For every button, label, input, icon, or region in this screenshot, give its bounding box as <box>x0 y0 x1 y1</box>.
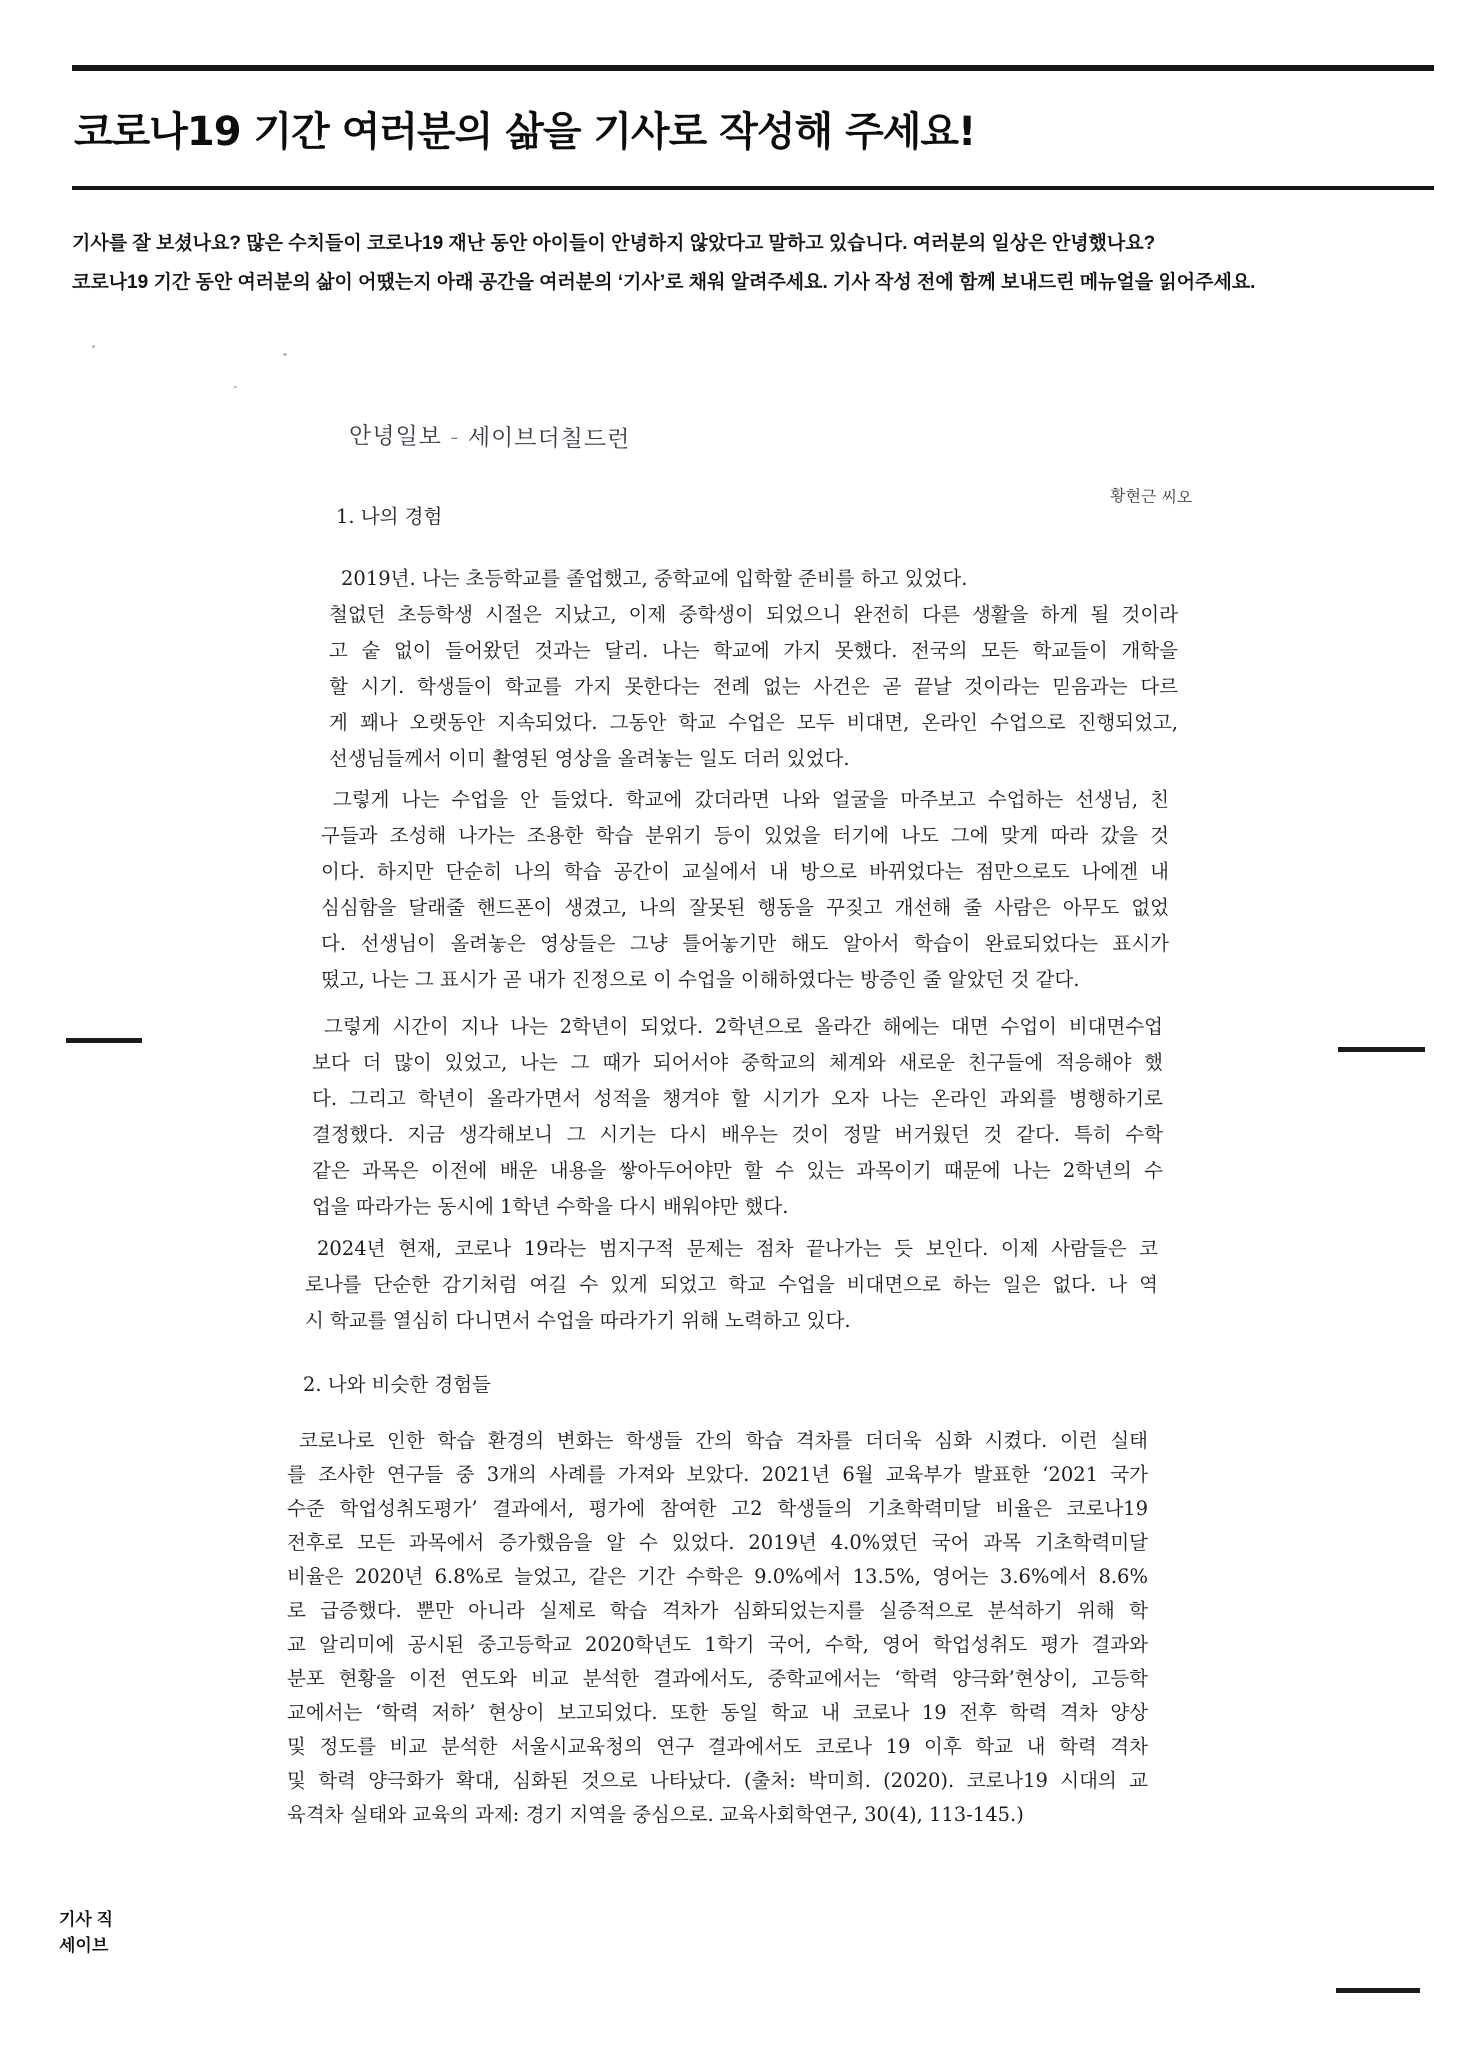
paragraph-line: 교에서는 ‘학력 저하’ 현상이 보고되었다. 또한 동일 학교 내 코로나 19 전후 학력 격차 양상 <box>287 1701 1148 1724</box>
paragraph-line: 교 알리미에 공시된 중고등학교 2020학년도 1학기 국어, 수학, 영어 학업성취도 평가 결과와 <box>287 1633 1148 1656</box>
paragraph-line: 전후로 모든 과목에서 증가했음을 알 수 있었다. 2019년 4.0%였던 국어 과목 기초학력미달 <box>287 1531 1148 1554</box>
article-paragraph <box>305 1231 1158 1339</box>
top-rule <box>72 65 1434 71</box>
paragraph-line: 업을 따라가는 동시에 1학년 수학을 다시 배워야만 했다. <box>312 1195 789 1218</box>
section-heading: 2. 나와 비슷한 경험들 <box>303 1373 491 1396</box>
paragraph-line: 코로나로 인한 학습 환경의 변화는 학생들 간의 학습 격차를 더더욱 심화 시켰다. 이런 실태 <box>299 1429 1148 1452</box>
paragraph-line: 같은 과목은 이전에 배운 내용을 쌓아두어야만 할 수 있는 과목이기 때문에 나는 2학년의 수 <box>312 1159 1163 1182</box>
paragraph-line: 떴고, 나는 그 표시가 곧 내가 진정으로 이 수업을 이해하였다는 방증인 줄 알았던 것 같다. <box>321 968 1080 991</box>
section-heading: 1. 나의 경험 <box>336 505 443 528</box>
paragraph-line: 2019년. 나는 초등학교를 졸업했고, 중학교에 입학할 준비를 하고 있었다. <box>341 567 968 590</box>
paragraph-line: 다. 선생님이 올려놓은 영상들은 그냥 틀어놓기만 해도 알아서 학습이 완료되었다는 표시가 <box>321 932 1169 955</box>
paragraph-line: 2024년 현재, 코로나 19라는 범지구적 문제는 점차 끝나가는 듯 보인다. 이제 사람들은 코 <box>317 1237 1158 1260</box>
paragraph-line: 보다 더 많이 있었고, 나는 그 때가 되어서야 중학교의 체계와 새로운 친구들에 적응해야 했 <box>312 1051 1163 1074</box>
paragraph-line: 시 학교를 열심히 다니면서 수업을 따라가기 위해 노력하고 있다. <box>305 1309 851 1332</box>
article-paragraph <box>287 1424 1148 1832</box>
paragraph-line: 결정했다. 지금 생각해보니 그 시기는 다시 배우는 것이 정말 버거웠던 것 같다. 특히 수학 <box>312 1123 1163 1146</box>
instruction-line: 코로나19 기간 동안 여러분의 삶이 어땠는지 아래 공간을 여러분의 ‘기사’로 채워 알려주세요. 기사 작성 전에 함께 보내드린 메뉴얼을 읽어주세요. <box>72 272 1256 293</box>
margin-mark-right <box>1338 1047 1425 1052</box>
footer-label: 기사 직 <box>59 1910 113 1929</box>
paragraph-line: 철없던 초등학생 시절은 지났고, 이제 중학생이 되었으니 완전히 다른 생활을 하게 될 것이라 <box>329 603 1178 626</box>
paragraph-line: 분포 현황을 이전 연도와 비교 분석한 결과에서도, 중학교에서는 ‘학력 양극화’현상이, 고등학 <box>287 1667 1148 1690</box>
page-title: 코로나19 기간 여러분의 삶을 기사로 작성해 주세요! <box>74 109 976 155</box>
paragraph-line: 및 학력 양극화가 확대, 심화된 것으로 나타났다. (출처: 박미희. (2020). 코로나19 시대의 교 <box>287 1769 1148 1792</box>
scan-speck <box>283 353 287 356</box>
instruction-line: 기사를 잘 보셨나요? 많은 수치들이 코로나19 재난 동안 아이들이 안녕하지 않았다고 말하고 있습니다. 여러분의 일상은 안녕했나요? <box>72 233 1156 254</box>
paragraph-line: 선생님들께서 이미 촬영된 영상을 올려놓는 일도 더러 있었다. <box>329 747 850 770</box>
title-underline-rule <box>72 186 1434 190</box>
paragraph-line: 이다. 하지만 단순히 나의 학습 공간이 교실에서 내 방으로 바뀌었다는 점만으로도 나에겐 내 <box>321 860 1169 883</box>
paragraph-line: 로나를 단순한 감기처럼 여길 수 있게 되었고 학교 수업을 비대면으로 하는 일은 없다. 나 역 <box>305 1273 1158 1296</box>
margin-mark-left <box>66 1038 142 1043</box>
paragraph-line: 및 정도를 비교 분석한 서울시교육청의 연구 결과에서도 코로나 19 이후 학교 내 학력 격차 <box>287 1735 1148 1758</box>
scan-speck <box>234 386 237 388</box>
instructions <box>72 224 1255 302</box>
article-paragraph <box>321 782 1169 998</box>
paragraph-line: 게 꽤나 오랫동안 지속되었다. 그동안 학교 수업은 모두 비대면, 온라인 수업으로 진행되었고, <box>329 711 1178 734</box>
article-paragraph <box>312 1009 1163 1225</box>
paragraph-line: 그렇게 시간이 지나 나는 2학년이 되었다. 2학년으로 올라간 해에는 대면 수업이 비대면수업 <box>324 1015 1163 1038</box>
paragraph-line: 구들과 조성해 나가는 조용한 학습 분위기 등이 있었을 터기에 나도 그에 맞게 따라 갔을 것 <box>321 824 1169 847</box>
handwritten-newspaper-name: 안녕일보 - 세이브더칠드런 <box>348 423 631 453</box>
paragraph-line: 수준 학업성취도평가’ 결과에서, 평가에 참여한 고2 학생들의 기초학력미달 비율은 코로나19 <box>287 1497 1148 1520</box>
paragraph-line: 그렇게 나는 수업을 안 들었다. 학교에 갔더라면 나와 얼굴을 마주보고 수업하는 선생님, 친 <box>333 788 1169 811</box>
handwritten-author-name: 황현근 씨오 <box>1109 485 1193 508</box>
paragraph-line: 를 조사한 연구들 중 3개의 사례를 가져와 보았다. 2021년 6월 교육부가 발표한 ‘2021 국가 <box>287 1463 1148 1486</box>
paragraph-line: 고 숱 없이 들어왔던 것과는 달리. 나는 학교에 가지 못했다. 전국의 모든 학교들이 개학을 <box>329 639 1178 662</box>
article-paragraph <box>329 561 1178 777</box>
paragraph-line: 로 급증했다. 뿐만 아니라 실제로 학습 격차가 심화되었는지를 실증적으로 분석하기 위해 학 <box>287 1599 1148 1622</box>
paragraph-line: 육격차 실태와 교육의 과제: 경기 지역을 중심으로. 교육사회학연구, 30(4), 113-145.) <box>287 1803 1024 1826</box>
footer-label: 세이브 <box>59 1936 109 1955</box>
margin-mark-bottom-right <box>1336 1988 1420 1993</box>
paragraph-line: 비율은 2020년 6.8%로 늘었고, 같은 기간 수학은 9.0%에서 13.5%, 영어는 3.6%에서 8.6% <box>287 1565 1148 1588</box>
paragraph-line: 다. 그리고 학년이 올라가면서 성적을 챙겨야 할 시기가 오자 나는 온라인 과외를 병행하기로 <box>312 1087 1163 1110</box>
scan-speck <box>92 345 95 348</box>
paragraph-line: 할 시기. 학생들이 학교를 가지 못한다는 전례 없는 사건은 곧 끝날 것이라는 믿음과는 다르 <box>329 675 1178 698</box>
paragraph-line: 심심함을 달래줄 핸드폰이 생겼고, 나의 잘못된 행동을 꾸짖고 개선해 줄 사람은 아무도 없었 <box>321 896 1169 919</box>
